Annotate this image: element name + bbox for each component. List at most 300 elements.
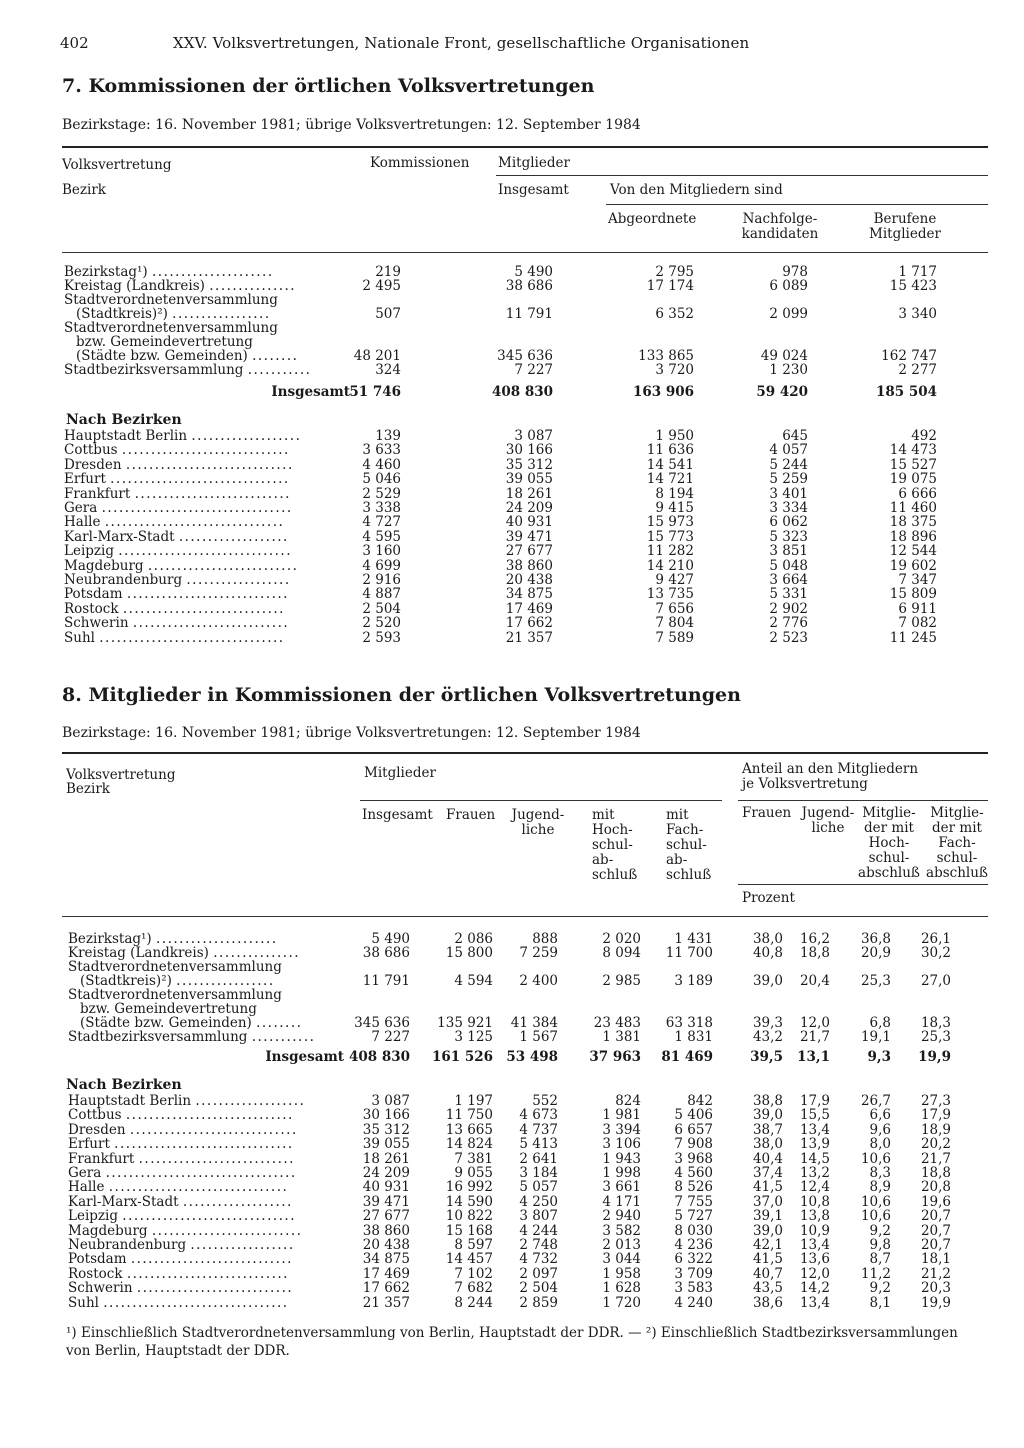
data-row-value-0: 11 791: [362, 973, 410, 989]
running-title: XXV. Volksvertretungen, Nationale Front, gesellschaftliche Organisationen: [173, 34, 750, 52]
data-row-value-2: 41 384: [510, 1015, 558, 1031]
data-row-value-2: 1 567: [519, 1029, 558, 1045]
bezirk-value-1: 20 438: [505, 572, 553, 588]
data-row-label-2: (Städte bzw. Gemeinden) ........: [76, 348, 299, 364]
s7-head-berufene: Berufene Mitglieder: [869, 211, 941, 242]
data-row-value-4: 11 700: [665, 945, 713, 961]
bezirk-value-3: 5 259: [769, 471, 808, 488]
s8-head-insgesamt: Insgesamt: [362, 807, 433, 823]
nach-bezirken-heading: Nach Bezirken: [66, 412, 182, 428]
bezirk-leader-dots: ...........................: [136, 1280, 294, 1297]
s7-head-kommissionen: Kommissionen: [370, 155, 470, 171]
bezirk-value-2: 4 250: [519, 1193, 558, 1210]
bezirk-value-8: 21,2: [920, 1265, 951, 1282]
bezirk-value-2: 13 735: [646, 586, 694, 603]
bezirk-value-0: 18 261: [362, 1150, 410, 1167]
bezirk-value-0: 34 875: [362, 1251, 410, 1268]
data-row-value-4: 63 318: [665, 1015, 713, 1031]
nach-bezirken-heading: Nach Bezirken: [66, 1077, 182, 1093]
bezirk-value-2: 2 097: [519, 1265, 558, 1282]
bezirk-value-3: 3 394: [602, 1121, 641, 1138]
data-row-value-1: 3 125: [454, 1029, 493, 1045]
total-value-1: 408 830: [491, 384, 553, 400]
bezirk-value-7: 8,0: [869, 1136, 891, 1153]
bezirk-value-3: 3 582: [602, 1222, 641, 1239]
bezirk-value-1: 8 597: [454, 1237, 493, 1253]
s8-head-volksvertretung: Volksvertretung: [66, 767, 176, 783]
bezirk-value-3: 5 323: [769, 528, 808, 545]
bezirk-value-2: 4 244: [519, 1222, 558, 1239]
bezirk-leader-dots: ..........................: [147, 557, 299, 574]
data-row-value-7: 25,3: [860, 973, 891, 989]
bezirk-value-8: 18,9: [920, 1121, 951, 1138]
data-row-label-0: Bezirkstag¹) .....................: [68, 931, 278, 947]
data-row-value-6: 16,2: [799, 931, 830, 947]
section7-title: 7. Kommissionen der örtlichen Volksvertretungen: [62, 75, 595, 97]
bezirk-value-2: 7 656: [655, 600, 694, 617]
bezirk-value-7: 26,7: [860, 1093, 891, 1109]
section7-subtitle: Bezirkstage: 16. November 1981; übrige Volksvertretungen: 12. September 1984: [62, 117, 641, 133]
bezirk-value-1: 7 102: [454, 1265, 493, 1282]
bezirk-leader-dots: ..................: [190, 1237, 295, 1253]
data-row-value-2: 888: [532, 931, 558, 947]
bezirk-value-3: 5 244: [769, 456, 808, 473]
bezirk-value-3: 2 013: [602, 1237, 641, 1253]
data-row-value-7: 20,9: [860, 945, 891, 961]
s8-head-p-jugendliche: Jugend- liche: [801, 805, 855, 836]
bezirk-value-5: 40,4: [752, 1150, 783, 1167]
bezirk-value-4: 5 727: [674, 1208, 713, 1225]
bezirk-value-5: 40,7: [752, 1265, 783, 1282]
data-row-leader-dots: ...............: [209, 278, 297, 294]
data-row-leader-dots: ........: [252, 348, 299, 364]
total-value-6: 13,1: [797, 1049, 830, 1065]
s8-head-p-hochschul: Mitglie- der mit Hoch- schul- abschluß: [858, 805, 920, 881]
bezirk-value-1: 15 168: [445, 1222, 493, 1239]
bezirk-value-1: 16 992: [445, 1179, 493, 1196]
bezirk-value-4: 14 473: [889, 442, 937, 459]
s7-head-von-den: Von den Mitgliedern sind: [610, 182, 783, 198]
data-row-value-4: 1 831: [674, 1029, 713, 1045]
bezirk-value-5: 38,8: [752, 1093, 783, 1109]
bezirk-value-5: 39,1: [752, 1208, 783, 1225]
bezirk-name: Magdeburg ..........................: [64, 557, 299, 574]
bezirk-value-1: 17 662: [505, 615, 553, 632]
s8-head-frauen: Frauen: [446, 807, 496, 823]
data-row-value-3: 2 985: [602, 973, 641, 989]
data-row-value-5: 39,3: [752, 1015, 783, 1031]
data-row-value-8: 25,3: [920, 1029, 951, 1045]
bezirk-name: Neubrandenburg ..................: [64, 572, 291, 588]
bezirk-value-2: 15 973: [646, 514, 694, 531]
bezirk-value-8: 18,1: [920, 1251, 951, 1268]
s7-head-volksvertretung: Volksvertretung: [62, 157, 172, 173]
bezirk-value-2: 11 282: [646, 543, 694, 560]
bezirk-name: Dresden .............................: [68, 1121, 298, 1138]
data-row-value-0: 324: [375, 362, 401, 378]
bezirk-value-6: 12,4: [799, 1179, 830, 1196]
bezirk-value-2: 552: [532, 1093, 558, 1109]
data-row-value-5: 43,2: [752, 1029, 783, 1045]
bezirk-value-6: 15,5: [799, 1107, 830, 1124]
data-row-value-3: 23 483: [593, 1015, 641, 1031]
s7-head-nachfolge: Nachfolge- kandidaten: [741, 211, 819, 242]
bezirk-value-1: 9 055: [454, 1165, 493, 1181]
data-row-value-0: 2 495: [362, 278, 401, 294]
data-row-value-1: 135 921: [437, 1015, 493, 1031]
total-value-2: 163 906: [632, 384, 694, 400]
bezirk-leader-dots: ...............................: [110, 471, 290, 488]
bezirk-value-5: 38,0: [752, 1136, 783, 1153]
bezirk-value-2: 5 057: [519, 1179, 558, 1196]
data-row-value-5: 38,0: [752, 931, 783, 947]
total-value-0: 408 830: [348, 1049, 410, 1065]
bezirk-value-7: 9,2: [869, 1222, 891, 1239]
data-row-value-5: 39,0: [752, 973, 783, 989]
bezirk-name: Magdeburg ..........................: [68, 1222, 303, 1239]
bezirk-name: Cottbus .............................: [64, 442, 290, 459]
bezirk-value-8: 21,7: [920, 1150, 951, 1167]
bezirk-name: Karl-Marx-Stadt ...................: [64, 528, 289, 545]
bezirk-value-1: 17 469: [505, 600, 553, 617]
bezirk-value-8: 19,9: [920, 1294, 951, 1311]
data-row-value-6: 20,4: [799, 973, 830, 989]
bezirk-value-5: 37,4: [752, 1165, 783, 1181]
bezirk-value-0: 17 469: [362, 1265, 410, 1282]
bezirk-value-3: 2 776: [769, 615, 808, 632]
bezirk-value-0: 139: [375, 428, 401, 444]
bezirk-value-6: 10,8: [799, 1193, 830, 1210]
bezirk-value-0: 27 677: [362, 1208, 410, 1225]
bezirk-name: Cottbus .............................: [68, 1107, 294, 1124]
bezirk-value-1: 34 875: [505, 586, 553, 603]
bezirk-value-4: 3 709: [674, 1265, 713, 1282]
data-row-value-2: 17 174: [646, 278, 694, 294]
bezirk-value-3: 3 106: [602, 1136, 641, 1153]
bezirk-value-6: 12,0: [799, 1265, 830, 1282]
bezirk-value-1: 11 750: [445, 1107, 493, 1124]
bezirk-value-2: 3 807: [519, 1208, 558, 1225]
bezirk-name: Suhl ................................: [64, 629, 285, 646]
bezirk-name: Halle ...............................: [64, 514, 285, 531]
data-row-value-6: 21,7: [799, 1029, 830, 1045]
s8-head-jugendliche: Jugend- liche: [511, 807, 565, 838]
s8-rule-prozent: [738, 884, 988, 885]
bezirk-value-8: 20,2: [920, 1136, 951, 1153]
data-row-label-1: (Stadtkreis)²) .................: [80, 973, 275, 989]
bezirk-value-3: 3 044: [602, 1251, 641, 1268]
bezirk-value-0: 2 504: [362, 600, 401, 617]
bezirk-value-2: 9 427: [655, 572, 694, 588]
s8-head-bezirk: Bezirk: [66, 781, 110, 797]
bezirk-value-6: 13,6: [799, 1251, 830, 1268]
data-row-label-1: (Stadtkreis)²) .................: [76, 306, 271, 322]
bezirk-value-4: 8 030: [674, 1222, 713, 1239]
bezirk-name: Rostock ............................: [64, 600, 285, 617]
bezirk-value-8: 20,7: [920, 1208, 951, 1225]
bezirk-value-3: 4 057: [769, 442, 808, 459]
data-row-label-0: Kreistag (Landkreis) ...............: [68, 945, 301, 961]
data-row-label-0: Stadtverordnetenversammlung: [64, 292, 278, 308]
bezirk-value-0: 2 520: [362, 615, 401, 632]
data-row-value-1: 4 594: [454, 973, 493, 989]
total-value-3: 59 420: [756, 384, 808, 400]
bezirk-value-2: 7 589: [655, 629, 694, 646]
data-row-value-4: 1 717: [898, 264, 937, 280]
bezirk-value-2: 4 673: [519, 1107, 558, 1124]
bezirk-value-7: 9,8: [869, 1237, 891, 1253]
bezirk-value-2: 9 415: [655, 500, 694, 516]
bezirk-leader-dots: ............................: [126, 586, 289, 603]
bezirk-value-1: 38 860: [505, 557, 553, 574]
bezirk-value-1: 3 087: [514, 428, 553, 444]
s8-rule-mitglieder: [360, 800, 722, 801]
bezirk-value-2: 5 413: [519, 1136, 558, 1153]
bezirk-value-4: 3 968: [674, 1150, 713, 1167]
data-row-label-0: Stadtverordnetenversammlung: [68, 959, 282, 975]
data-row-value-3: 978: [782, 264, 808, 280]
bezirk-value-3: 3 401: [769, 485, 808, 502]
bezirk-name: Erfurt ...............................: [64, 471, 290, 488]
bezirk-value-0: 2 529: [362, 485, 401, 502]
bezirk-value-1: 27 677: [505, 543, 553, 560]
bezirk-leader-dots: .............................: [125, 456, 294, 473]
bezirk-value-8: 18,8: [920, 1165, 951, 1181]
bezirk-leader-dots: .............................: [129, 1121, 298, 1138]
bezirk-value-0: 2 916: [362, 572, 401, 588]
bezirk-value-6: 14,2: [799, 1280, 830, 1297]
bezirk-value-3: 645: [782, 428, 808, 444]
bezirk-value-0: 4 887: [362, 586, 401, 603]
s8-head-fachschul: mit Fach- schul- ab- schluß: [666, 807, 712, 883]
bezirk-value-1: 39 471: [505, 528, 553, 545]
s7-rule-mitglieder: [496, 175, 988, 176]
total-value-5: 39,5: [750, 1049, 783, 1065]
data-row-label-2: (Städte bzw. Gemeinden) ........: [80, 1015, 303, 1031]
data-row-value-0: 7 227: [371, 1029, 410, 1045]
bezirk-value-6: 13,2: [799, 1165, 830, 1181]
bezirk-value-0: 35 312: [362, 1121, 410, 1138]
data-row-value-0: 48 201: [353, 348, 401, 364]
bezirk-value-1: 21 357: [505, 629, 553, 646]
bezirk-name: Gera .................................: [68, 1165, 297, 1181]
bezirk-value-4: 4 236: [674, 1237, 713, 1253]
data-row-label-0: Stadtverordnetenversammlung: [64, 320, 278, 336]
data-row-value-1: 7 227: [514, 362, 553, 378]
bezirk-value-8: 20,7: [920, 1222, 951, 1239]
bezirk-value-1: 40 931: [505, 514, 553, 531]
bezirk-value-2: 2 504: [519, 1280, 558, 1297]
bezirk-value-4: 15 809: [889, 586, 937, 603]
bezirk-leader-dots: ............................: [126, 1265, 289, 1282]
data-row-leader-dots: ...............: [213, 945, 301, 961]
total-value-2: 53 498: [506, 1049, 558, 1065]
bezirk-value-2: 3 184: [519, 1165, 558, 1181]
bezirk-name: Frankfurt ...........................: [68, 1150, 295, 1167]
bezirk-value-3: 4 171: [602, 1193, 641, 1210]
data-row-value-2: 2 400: [519, 973, 558, 989]
bezirk-leader-dots: ................................: [103, 1294, 289, 1311]
bezirk-value-7: 11,2: [860, 1265, 891, 1282]
bezirk-value-4: 6 322: [674, 1251, 713, 1268]
section8-top-rule: [62, 752, 988, 754]
bezirk-value-0: 39 055: [362, 1136, 410, 1153]
bezirk-name: Rostock ............................: [68, 1265, 289, 1282]
data-row-leader-dots: .................: [172, 306, 271, 322]
bezirk-name: Neubrandenburg ..................: [68, 1237, 295, 1253]
bezirk-value-2: 7 804: [655, 615, 694, 632]
bezirk-value-0: 3 338: [362, 500, 401, 516]
bezirk-value-7: 8,1: [869, 1294, 891, 1311]
data-row-leader-dots: ...........: [247, 362, 312, 378]
bezirk-name: Hauptstadt Berlin ...................: [68, 1093, 306, 1109]
bezirk-value-8: 17,9: [920, 1107, 951, 1124]
bezirk-name: Potsdam ............................: [68, 1251, 293, 1268]
bezirk-value-2: 14 721: [646, 471, 694, 488]
s7-head-bezirk: Bezirk: [62, 182, 106, 198]
bezirk-leader-dots: .............................: [125, 1107, 294, 1124]
bezirk-value-4: 7 908: [674, 1136, 713, 1153]
bezirk-value-0: 30 166: [362, 1107, 410, 1124]
bezirk-value-1: 14 824: [445, 1136, 493, 1153]
total-label: Insgesamt: [265, 1049, 344, 1065]
bezirk-value-3: 1 720: [602, 1294, 641, 1311]
bezirk-value-4: 7 082: [898, 615, 937, 632]
data-row-value-6: 18,8: [799, 945, 830, 961]
data-row-value-1: 38 686: [505, 278, 553, 294]
bezirk-value-4: 11 460: [889, 500, 937, 516]
bezirk-value-7: 6,6: [869, 1107, 891, 1124]
data-row-value-3: 49 024: [760, 348, 808, 364]
bezirk-value-6: 13,4: [799, 1121, 830, 1138]
data-row-value-5: 40,8: [752, 945, 783, 961]
data-row-leader-dots: .....................: [152, 264, 274, 280]
bezirk-value-4: 492: [911, 428, 937, 444]
data-row-value-2: 7 259: [519, 945, 558, 961]
data-row-label-0: Stadtverordnetenversammlung: [68, 987, 282, 1003]
bezirk-value-6: 13,9: [799, 1136, 830, 1153]
bezirk-value-1: 1 197: [454, 1093, 493, 1109]
total-value-4: 81 469: [661, 1049, 713, 1065]
bezirk-value-7: 9,2: [869, 1280, 891, 1297]
bezirk-leader-dots: ...................: [195, 1093, 306, 1109]
total-value-3: 37 963: [589, 1049, 641, 1065]
data-row-value-3: 1 230: [769, 362, 808, 378]
data-row-label-0: Bezirkstag¹) .....................: [64, 264, 274, 280]
bezirk-value-1: 14 590: [445, 1193, 493, 1210]
bezirk-value-3: 3 664: [769, 572, 808, 588]
bezirk-value-0: 38 860: [362, 1222, 410, 1239]
bezirk-value-4: 6 666: [898, 485, 937, 502]
data-row-value-4: 15 423: [889, 278, 937, 294]
bezirk-value-3: 3 851: [769, 543, 808, 560]
bezirk-value-1: 7 682: [454, 1280, 493, 1297]
bezirk-value-8: 19,6: [920, 1193, 951, 1210]
bezirk-value-8: 27,3: [920, 1093, 951, 1109]
bezirk-value-4: 18 896: [889, 528, 937, 545]
bezirk-value-1: 14 457: [445, 1251, 493, 1268]
bezirk-value-0: 40 931: [362, 1179, 410, 1196]
data-row-value-3: 8 094: [602, 945, 641, 961]
bezirk-value-3: 1 943: [602, 1150, 641, 1167]
data-row-label-0: Stadtbezirksversammlung ...........: [64, 362, 312, 378]
bezirk-value-4: 7 347: [898, 572, 937, 588]
bezirk-name: Schwerin ...........................: [64, 615, 290, 632]
bezirk-value-5: 39,0: [752, 1222, 783, 1239]
data-row-value-2: 6 352: [655, 306, 694, 322]
data-row-leader-dots: .....................: [156, 931, 278, 947]
bezirk-value-1: 10 822: [445, 1208, 493, 1225]
section7-top-rule: [62, 146, 988, 148]
data-row-value-2: 3 720: [655, 362, 694, 378]
bezirk-leader-dots: ...............................: [114, 1136, 294, 1153]
bezirk-value-0: 5 046: [362, 471, 401, 488]
bezirk-value-2: 2 748: [519, 1237, 558, 1253]
data-row-value-2: 133 865: [638, 348, 694, 364]
data-row-label-0: Kreistag (Landkreis) ...............: [64, 278, 297, 294]
s8-head-anteil: Anteil an den Mitgliedern je Volksvertretung: [742, 761, 919, 792]
bezirk-value-3: 3 661: [602, 1179, 641, 1196]
bezirk-value-5: 38,6: [752, 1294, 783, 1311]
data-row-value-0: 345 636: [354, 1015, 410, 1031]
bezirk-value-4: 842: [687, 1093, 713, 1109]
total-label: Insgesamt: [271, 384, 350, 400]
bezirk-value-5: 41,5: [752, 1251, 783, 1268]
data-row-value-4: 2 277: [898, 362, 937, 378]
data-row-value-1: 2 086: [454, 931, 493, 947]
footnote: [66, 1324, 996, 1360]
s8-head-prozent: Prozent: [742, 890, 795, 906]
total-value-1: 161 526: [431, 1049, 493, 1065]
data-row-value-3: 1 381: [602, 1029, 641, 1045]
bezirk-value-4: 4 240: [674, 1294, 713, 1311]
bezirk-value-3: 5 048: [769, 557, 808, 574]
bezirk-value-5: 38,7: [752, 1121, 783, 1138]
bezirk-value-1: 35 312: [505, 456, 553, 473]
bezirk-value-3: 1 958: [602, 1265, 641, 1282]
bezirk-name: Leipzig ..............................: [68, 1208, 297, 1225]
bezirk-name: Leipzig ..............................: [64, 543, 293, 560]
bezirk-value-5: 39,0: [752, 1107, 783, 1124]
bezirk-name: Erfurt ...............................: [68, 1136, 294, 1153]
bezirk-leader-dots: .................................: [101, 500, 293, 516]
bezirk-leader-dots: ...........................: [138, 1150, 295, 1167]
bezirk-value-2: 11 636: [646, 442, 694, 459]
data-row-label-1: bzw. Gemeindevertretung: [76, 334, 253, 350]
bezirk-value-0: 4 699: [362, 557, 401, 574]
bezirk-leader-dots: ..................: [186, 572, 291, 588]
bezirk-leader-dots: ...................: [182, 1193, 293, 1210]
data-row-value-1: 345 636: [497, 348, 553, 364]
total-value-8: 19,9: [918, 1049, 951, 1065]
s8-head-mitglieder: Mitglieder: [364, 765, 436, 781]
bezirk-value-2: 4 737: [519, 1121, 558, 1138]
bezirk-value-1: 18 261: [505, 485, 553, 502]
bezirk-value-0: 24 209: [362, 1165, 410, 1181]
bezirk-value-1: 13 665: [445, 1121, 493, 1138]
bezirk-value-4: 19 075: [889, 471, 937, 488]
data-row-value-8: 18,3: [920, 1015, 951, 1031]
bezirk-value-0: 17 662: [362, 1280, 410, 1297]
total-value-7: 9,3: [867, 1049, 891, 1065]
bezirk-value-4: 19 602: [889, 557, 937, 574]
data-row-value-8: 27,0: [920, 973, 951, 989]
section8-title: 8. Mitglieder in Kommissionen der örtlichen Volksvertretungen: [62, 684, 741, 706]
bezirk-value-0: 3 160: [362, 543, 401, 560]
s8-head-p-frauen: Frauen: [742, 805, 792, 821]
bezirk-value-4: 12 544: [889, 543, 937, 560]
bezirk-value-3: 1 628: [602, 1280, 641, 1297]
